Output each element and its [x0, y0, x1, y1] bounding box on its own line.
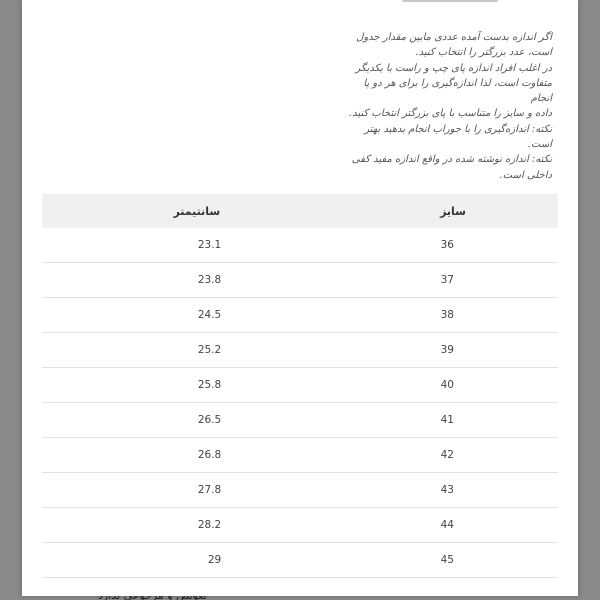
cell-size: 36 — [288, 228, 558, 263]
cell-cm: 25.8 — [42, 368, 288, 403]
table-row — [42, 298, 558, 333]
table-row — [42, 263, 558, 298]
cell-cm: 29 — [42, 543, 288, 578]
cell-size: 44 — [288, 508, 558, 543]
modal-top-divider — [402, 0, 498, 2]
cell-size: 43 — [288, 473, 558, 508]
cell-cm: 28.2 — [42, 508, 288, 543]
note-line: داخلی است. — [499, 169, 552, 181]
size-table — [42, 194, 558, 578]
cell-size: 40 — [288, 368, 558, 403]
cell-size: 38 — [288, 298, 558, 333]
note-line: است، عدد بزرگتر را انتخاب کنید. — [415, 47, 552, 59]
size-guide-notes — [346, 30, 552, 183]
table-row — [42, 473, 558, 508]
size-guide-modal — [22, 0, 578, 596]
header-size: سایز — [288, 194, 558, 228]
note-line: است. — [527, 139, 552, 151]
cell-size: 41 — [288, 403, 558, 438]
note-line: نکته: اندازه‌گیری را با جوراب انجام بدهید بهتر — [364, 123, 552, 135]
table-header-row — [42, 194, 558, 228]
note-line: اگر اندازه بدست آمده عددی مابین مقدار جدول — [356, 32, 552, 43]
table-row — [42, 228, 558, 263]
cell-size: 45 — [288, 543, 558, 578]
cell-cm: 23.8 — [42, 263, 288, 298]
cell-cm: 25.2 — [42, 333, 288, 368]
table-row — [42, 403, 558, 438]
cell-cm: 26.8 — [42, 438, 288, 473]
note-line: نکته: اندازه نوشته شده در واقع اندازه مفید کفی — [351, 154, 552, 166]
cell-cm: 26.5 — [42, 403, 288, 438]
table-row — [42, 368, 558, 403]
cell-size: 37 — [288, 263, 558, 298]
table-row — [42, 333, 558, 368]
cell-cm: 27.8 — [42, 473, 288, 508]
table-row — [42, 543, 558, 578]
note-line: متفاوت است، لذا اندازه‌گیری را برای هر دو پا انجام — [363, 77, 552, 105]
table-row — [42, 508, 558, 543]
cell-cm: 24.5 — [42, 298, 288, 333]
cell-size: 42 — [288, 438, 558, 473]
table-row — [42, 438, 558, 473]
cell-cm: 23.1 — [42, 228, 288, 263]
header-cm: سانتیمتر — [42, 194, 288, 228]
note-line: در اغلب افراد اندازه پای چپ و راست با یکدیگر — [355, 62, 552, 74]
cell-size: 39 — [288, 333, 558, 368]
note-line: داده و سایز را متناسب با پای بزرگتر انتخاب کنید. — [349, 108, 552, 120]
